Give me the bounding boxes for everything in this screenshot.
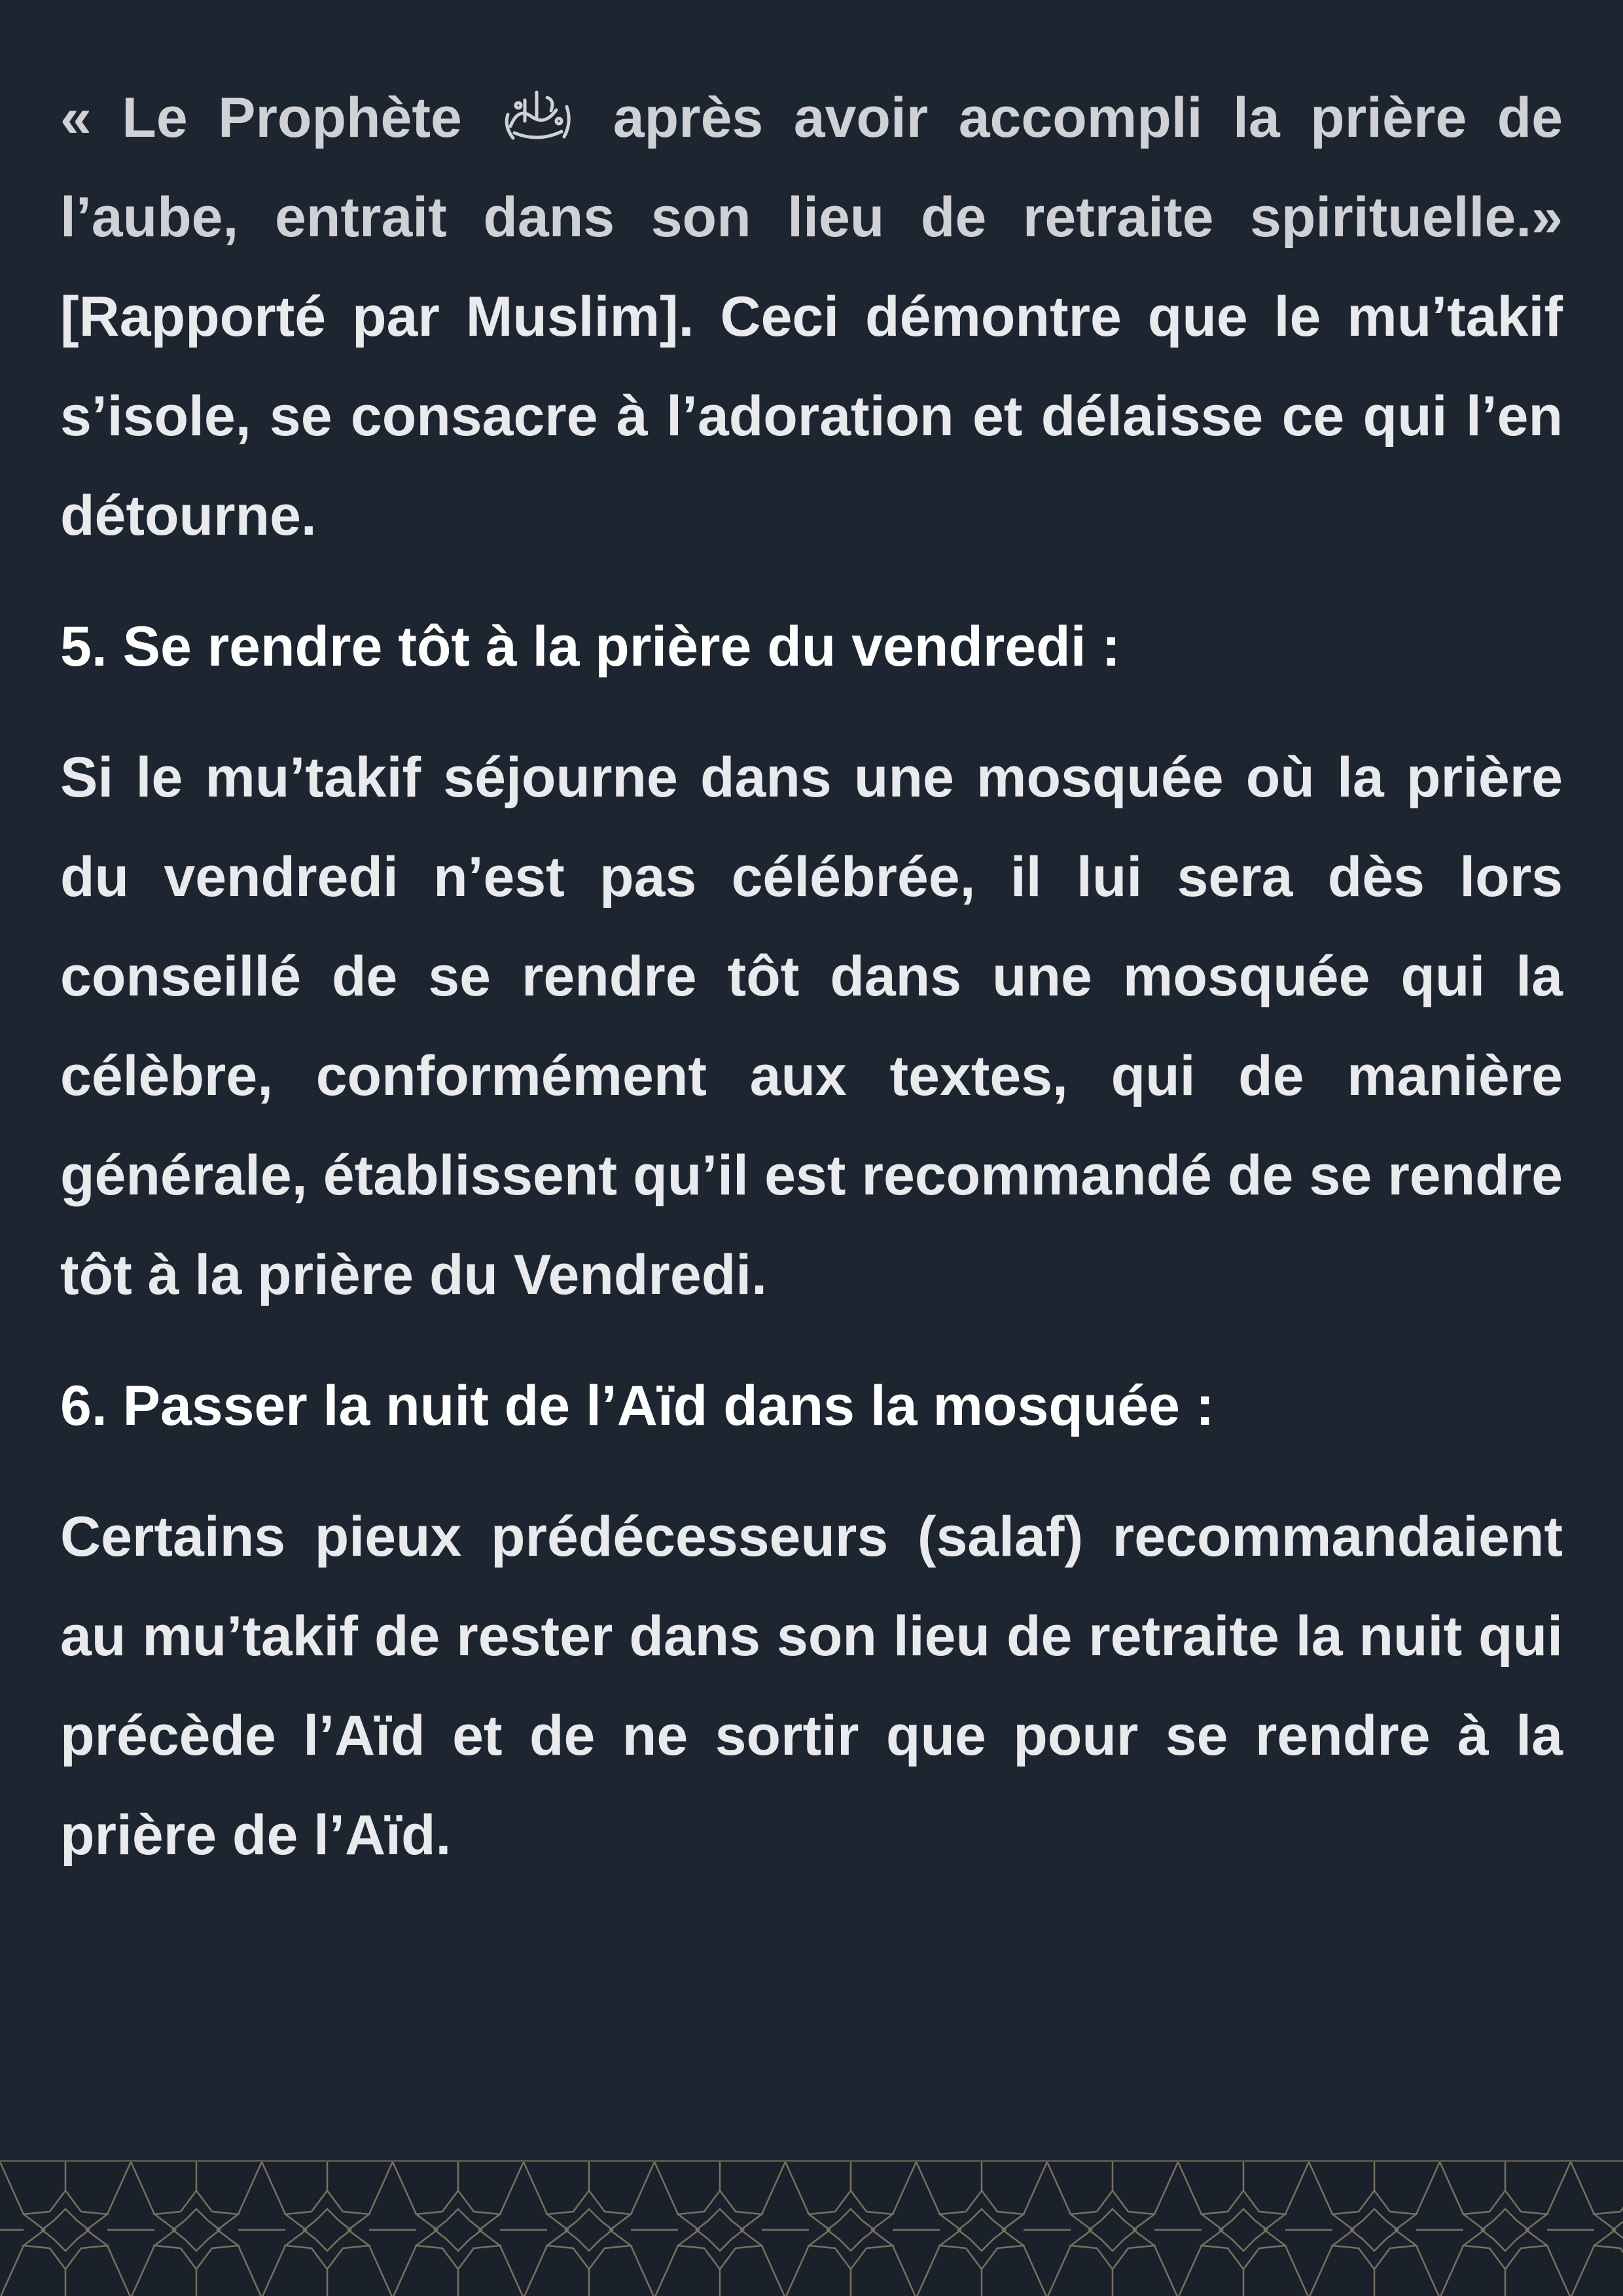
quote-opening: « Le Prophète [60,86,462,149]
section-6-body: Certains pieux prédécesseurs (salaf) recommandaient au mu’takif de rester dans son lieu de retraite la nuit qui précède l’Aïd et de ne sortir que pour se rendre à la prière de l’Aïd. [60,1505,1563,1867]
salawat-calligraphy-icon [499,81,576,146]
quote-rest: après avoir accompli la prière de l’aube, entrait dans son lieu de retraite spirituelle.» [60,86,1563,249]
section-5-body: Si le mu’takif séjourne dans une mosquée où la prière du vendredi n’est pas célébrée, il lui sera dès lors conseillé de se rendre tôt dans une mosquée qui la célèbre, conformément aux textes, qui de manière générale, établissent qu’il est recommandé de se rendre tôt à la prière du Vendredi. [60,746,1563,1306]
paragraph-hadith-quote [60,68,1563,565]
page-content [60,68,1563,1885]
paragraph-text: [Rapporté par Muslim]. Ceci démontre que le mu’takif s’isole, se consacre à l’adoration et délaisse ce qui l’en détourne. [60,285,1563,547]
section-5-heading: 5. Se rendre tôt à la prière du vendredi : [60,615,1121,678]
geometric-pattern-icon [0,2162,1623,2296]
footer-ornament-band [0,2160,1623,2296]
section-6-heading: 6. Passer la nuit de l’Aïd dans la mosquée : [60,1374,1215,1437]
